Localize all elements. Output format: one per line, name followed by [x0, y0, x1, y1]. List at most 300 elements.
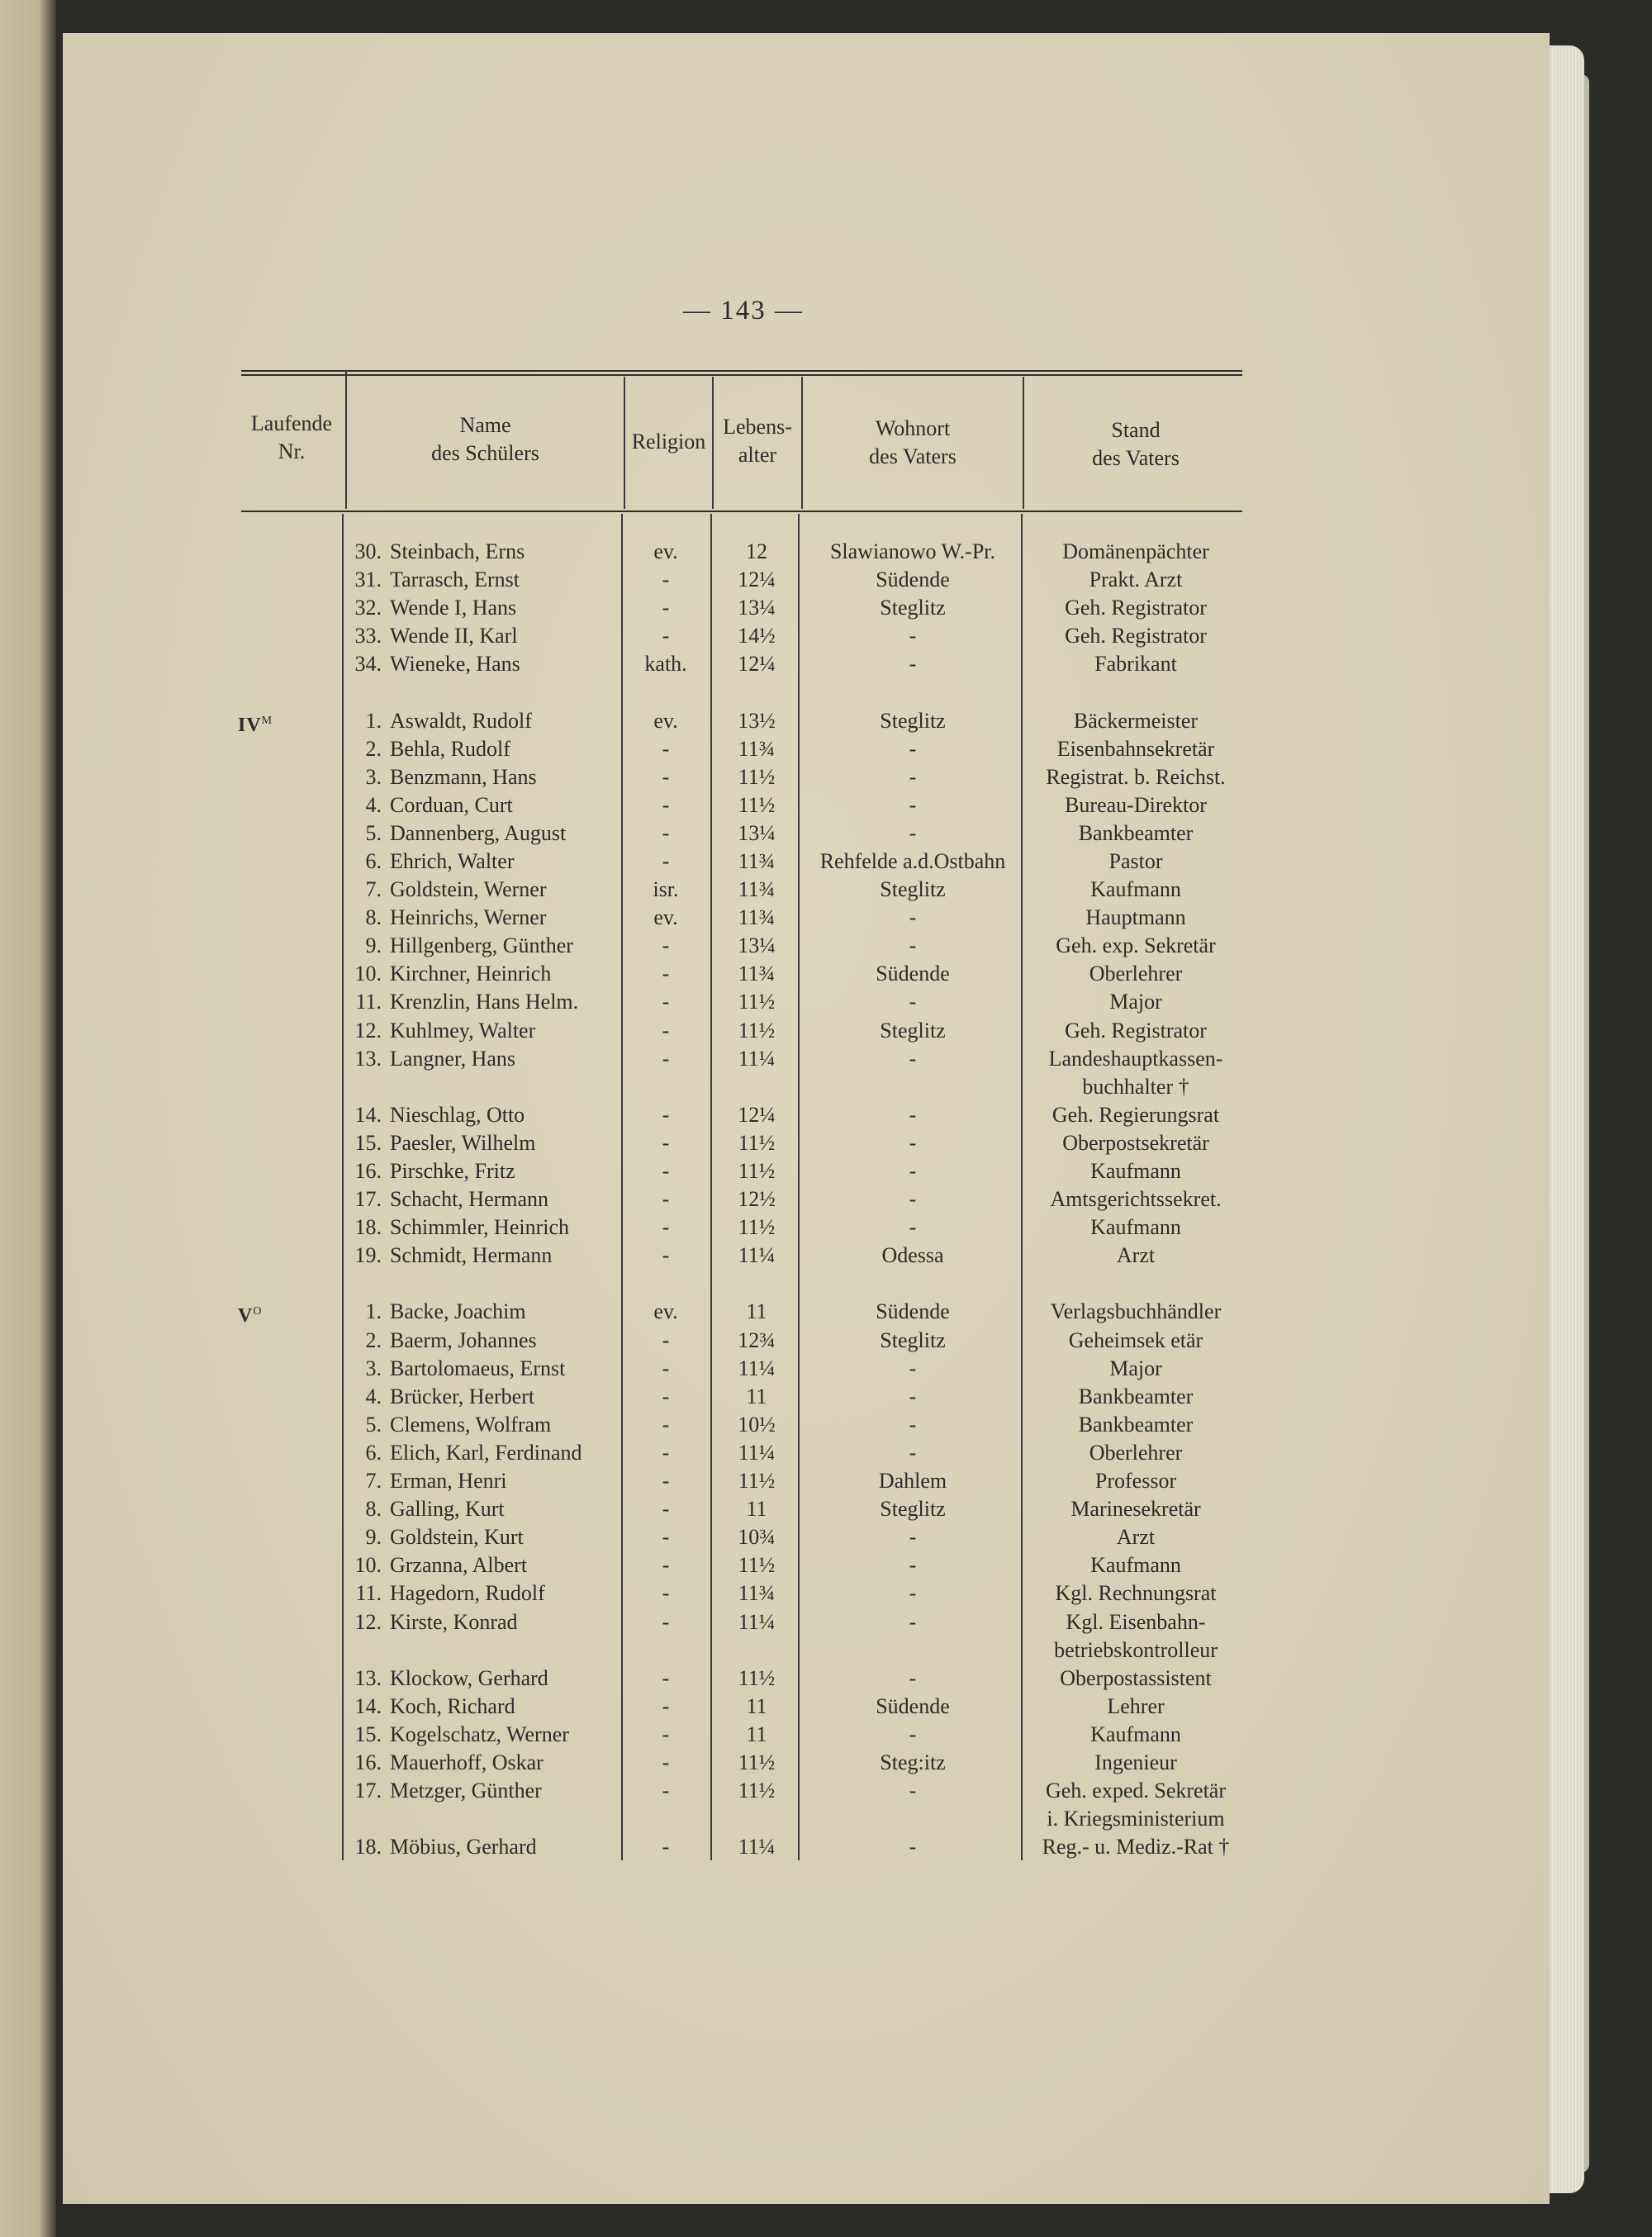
table-row: [0, 1355, 1652, 1383]
table-row: [0, 1749, 1652, 1777]
table-row: [0, 1665, 1652, 1693]
student-name: Goldstein, Kurt: [390, 1525, 524, 1549]
age-cell: 11¼: [738, 1835, 776, 1859]
student-name: Aswaldt, Rudolf: [390, 709, 532, 733]
age-cell: 11: [746, 1384, 767, 1408]
religion-cell: -: [662, 821, 670, 845]
student-name: Steinbach, Erns: [390, 539, 525, 563]
age-cell: 11¾: [738, 737, 776, 761]
student-name: Schmidt, Hermann: [390, 1243, 553, 1267]
religion-cell: -: [662, 1131, 670, 1155]
header-nr-line2: Nr.: [278, 439, 306, 463]
header-nr: [238, 410, 345, 466]
table-row: [0, 1157, 1652, 1185]
student-name: Paesler, Wilhelm: [390, 1131, 536, 1155]
age-cell: 11: [746, 1497, 767, 1521]
residence-cell: -: [909, 933, 917, 957]
religion-cell: -: [662, 1159, 670, 1183]
age-cell: 11¼: [738, 1610, 776, 1634]
residence-cell: -: [909, 1131, 917, 1155]
header-name-line2: des Schülers: [431, 441, 539, 465]
occupation-cell: Arzt: [1116, 1243, 1156, 1267]
age-cell: 10¾: [738, 1525, 776, 1549]
residence-cell: -: [909, 821, 917, 845]
table-row: [0, 1185, 1652, 1213]
age-cell: 11¾: [738, 849, 776, 873]
age-cell: 11½: [738, 990, 776, 1014]
residence-cell: Südende: [876, 1694, 950, 1718]
table-row: [0, 1579, 1652, 1608]
age-cell: 11¼: [738, 1243, 776, 1267]
table-row: [0, 1608, 1652, 1636]
student-name: Goldstein, Werner: [390, 877, 547, 901]
header-stand-line1: Stand: [1111, 418, 1161, 442]
row-number: 2.: [365, 737, 382, 761]
residence-cell: -: [909, 1413, 917, 1437]
religion-cell: -: [662, 1384, 670, 1408]
header-name-line1: Name: [459, 413, 511, 437]
age-cell: 13½: [738, 709, 776, 733]
occupation-cell: Geheimsek etär: [1068, 1328, 1203, 1352]
age-cell: 10½: [738, 1413, 776, 1437]
religion-cell: -: [662, 1243, 670, 1267]
student-name: Kuhlmey, Walter: [390, 1019, 536, 1043]
religion-cell: -: [662, 1525, 670, 1549]
religion-cell: ev.: [653, 1299, 678, 1323]
residence-cell: -: [909, 1215, 917, 1239]
age-cell: 11½: [738, 793, 776, 817]
religion-cell: -: [662, 1356, 670, 1380]
age-cell: 11½: [738, 765, 776, 789]
occupation-cell: Bankbeamter: [1078, 821, 1194, 845]
table-row: [0, 1073, 1652, 1101]
row-number: 13.: [354, 1666, 382, 1690]
student-name: Backe, Joachim: [390, 1299, 526, 1323]
religion-cell: -: [662, 849, 670, 873]
student-name: Behla, Rudolf: [390, 737, 510, 761]
table-row: [0, 988, 1652, 1016]
age-cell: 11¾: [738, 1581, 776, 1605]
residence-cell: Steglitz: [880, 1328, 946, 1352]
student-name: Bartolomaeus, Ernst: [390, 1356, 566, 1380]
row-number: 4.: [365, 1384, 382, 1408]
residence-cell: Steglitz: [880, 709, 946, 733]
age-cell: 11½: [738, 1215, 776, 1239]
religion-cell: -: [662, 568, 670, 591]
header-wohnort-line1: Wohnort: [875, 416, 951, 440]
occupation-cell: Oberlehrer: [1089, 1441, 1183, 1465]
religion-cell: -: [662, 737, 670, 761]
student-name: Möbius, Gerhard: [390, 1835, 537, 1859]
age-cell: 12¼: [738, 568, 776, 591]
age-cell: 11¾: [738, 877, 776, 901]
student-name: Galling, Kurt: [390, 1497, 505, 1521]
row-number: 3.: [365, 765, 382, 789]
table-row: [0, 1017, 1652, 1045]
table-row: [0, 1721, 1652, 1749]
table-row: [0, 1833, 1652, 1861]
residence-cell: -: [909, 1103, 917, 1127]
table-row: [0, 1327, 1652, 1355]
religion-cell: -: [662, 1019, 670, 1043]
residence-cell: Steglitz: [880, 1019, 946, 1043]
table-row: [0, 1523, 1652, 1551]
row-number: 19.: [354, 1243, 382, 1267]
occupation-cell: Bäckermeister: [1073, 709, 1199, 733]
occupation-cell: Fabrikant: [1094, 652, 1177, 676]
row-number: 11.: [355, 990, 382, 1014]
row-number: 10.: [354, 1553, 382, 1577]
table-row: [0, 960, 1652, 988]
table-row: [0, 1551, 1652, 1579]
age-cell: 11½: [738, 1469, 776, 1493]
religion-cell: -: [662, 962, 670, 986]
table-row: [0, 876, 1652, 904]
residence-cell: Rehfelde a.d.Ostbahn: [819, 849, 1006, 873]
class-section-label: $V^O$: [238, 1305, 263, 1327]
residence-cell: Steglitz: [880, 596, 946, 620]
age-cell: 11¼: [738, 1047, 776, 1071]
occupation-cell: Oberpostassistent: [1060, 1666, 1212, 1690]
class-section-label: $IV^M$: [238, 715, 273, 736]
residence-cell: -: [909, 624, 917, 648]
header-age-line2: alter: [738, 443, 777, 467]
student-name: Dannenberg, August: [390, 821, 567, 845]
religion-cell: -: [662, 596, 670, 620]
row-number: 2.: [365, 1328, 382, 1352]
row-number: 9.: [365, 1525, 382, 1549]
age-cell: 13¼: [738, 596, 776, 620]
student-name: Pirschke, Fritz: [390, 1159, 515, 1183]
religion-cell: isr.: [653, 877, 679, 901]
row-number: 6.: [365, 1441, 382, 1465]
row-number: 3.: [365, 1356, 382, 1380]
class-section-suffix: O: [253, 1305, 263, 1318]
residence-cell: -: [909, 1159, 917, 1183]
residence-cell: -: [909, 1187, 917, 1211]
row-number: 17.: [354, 1779, 382, 1802]
residence-cell: -: [909, 1441, 917, 1465]
religion-cell: -: [662, 1610, 670, 1634]
table-row: [0, 707, 1652, 735]
table-row: [0, 1777, 1652, 1805]
row-number: 10.: [354, 962, 382, 986]
occupation-cell: Prakt. Arzt: [1089, 568, 1183, 591]
age-cell: 12¼: [738, 1103, 776, 1127]
religion-cell: ev.: [653, 709, 678, 733]
row-number: 6.: [365, 849, 382, 873]
row-number: 9.: [365, 933, 382, 957]
residence-cell: -: [909, 1610, 917, 1634]
row-number: 31.: [354, 568, 382, 591]
student-name: Erman, Henri: [390, 1469, 507, 1493]
row-number: 15.: [354, 1722, 382, 1746]
table-row: [0, 1693, 1652, 1721]
age-cell: 11¾: [738, 905, 776, 929]
religion-cell: -: [662, 990, 670, 1014]
student-name: Elich, Karl, Ferdinand: [390, 1441, 582, 1465]
residence-cell: Steg:itz: [880, 1750, 946, 1774]
header-bottom-rule: [241, 511, 1242, 512]
table-row: [0, 1383, 1652, 1411]
header-stand: [1024, 416, 1247, 473]
student-name: Tarrasch, Ernst: [390, 568, 520, 591]
table-row: [0, 848, 1652, 876]
student-name: Heinrichs, Werner: [390, 905, 547, 929]
row-number: 12.: [354, 1019, 382, 1043]
student-name: Kogelschatz, Werner: [390, 1722, 569, 1746]
row-number: 32.: [354, 596, 382, 620]
religion-cell: -: [662, 1694, 670, 1718]
student-name: Hillgenberg, Günther: [390, 933, 573, 957]
row-number: 15.: [354, 1131, 382, 1155]
age-cell: 11¾: [738, 962, 776, 986]
student-name: Mauerhoff, Oskar: [390, 1750, 544, 1774]
row-number: 8.: [365, 905, 382, 929]
student-name: Baerm, Johannes: [390, 1328, 537, 1352]
age-cell: 11¼: [738, 1356, 776, 1380]
occupation-cell: Kaufmann: [1090, 1722, 1181, 1746]
row-number: 13.: [354, 1047, 382, 1071]
residence-cell: -: [909, 1581, 917, 1605]
religion-cell: -: [662, 1835, 670, 1859]
row-number: 33.: [354, 624, 382, 648]
table-row: [0, 538, 1652, 566]
religion-cell: -: [662, 1103, 670, 1127]
table-row: [0, 622, 1652, 650]
student-name: Corduan, Curt: [390, 793, 513, 817]
occupation-cell: Major: [1109, 990, 1162, 1014]
age-cell: 14½: [738, 624, 776, 648]
table-row: [0, 1101, 1652, 1129]
occupation-cell: Verlagsbuchhändler: [1050, 1299, 1222, 1323]
student-name: Langner, Hans: [390, 1047, 516, 1071]
religion-cell: -: [662, 1187, 670, 1211]
religion-cell: ev.: [653, 539, 678, 563]
row-number: 34.: [354, 652, 382, 676]
age-cell: 11½: [738, 1159, 776, 1183]
row-number: 30.: [354, 539, 382, 563]
occupation-cell: Kgl. Eisenbahn-: [1066, 1610, 1206, 1634]
student-name: Kirchner, Heinrich: [390, 962, 552, 986]
occupation-cell: Geh. Registrator: [1065, 596, 1207, 620]
religion-cell: kath.: [644, 652, 687, 676]
religion-cell: -: [662, 1553, 670, 1577]
occupation-cell: Eisenbahnsekretär: [1056, 737, 1215, 761]
student-name: Ehrich, Walter: [390, 849, 515, 873]
row-number: 14.: [354, 1103, 382, 1127]
student-name: Wende I, Hans: [390, 596, 517, 620]
occupation-cell: Kaufmann: [1090, 1553, 1181, 1577]
occupation-cell: Landeshauptkassen-: [1048, 1047, 1223, 1071]
occupation-cell: Geh. Registrator: [1065, 1019, 1207, 1043]
religion-cell: -: [662, 933, 670, 957]
student-name: Hagedorn, Rudolf: [390, 1581, 545, 1605]
row-number: 8.: [365, 1497, 382, 1521]
table-top-rule-2: [241, 374, 1242, 376]
table-row: [0, 819, 1652, 848]
age-cell: 13¼: [738, 821, 776, 845]
occupation-cell: Lehrer: [1107, 1694, 1165, 1718]
student-name: Kirste, Konrad: [390, 1610, 518, 1634]
occupation-cell: Kgl. Rechnungsrat: [1055, 1581, 1217, 1605]
table-row: [0, 932, 1652, 960]
row-number: 16.: [354, 1750, 382, 1774]
occupation-cell: Geh. exped. Sekretär: [1045, 1779, 1227, 1802]
religion-cell: -: [662, 1413, 670, 1437]
age-cell: 11½: [738, 1019, 776, 1043]
table-top-rule: [241, 370, 1242, 372]
occupation-cell: Kaufmann: [1090, 1215, 1181, 1239]
age-cell: 11: [746, 1694, 767, 1718]
table-row: [0, 1636, 1652, 1665]
religion-cell: -: [662, 1497, 670, 1521]
residence-cell: -: [909, 1047, 917, 1071]
occupation-cell: Professor: [1094, 1469, 1177, 1493]
residence-cell: -: [909, 990, 917, 1014]
age-cell: 11¼: [738, 1441, 776, 1465]
table-row: [0, 1129, 1652, 1157]
residence-cell: -: [909, 1525, 917, 1549]
age-cell: 11½: [738, 1750, 776, 1774]
occupation-cell: Marinesekretär: [1070, 1497, 1201, 1521]
occupation-cell: Pastor: [1108, 849, 1163, 873]
student-name: Brücker, Herbert: [390, 1384, 535, 1408]
occupation-cell: Registrat. b. Reichst.: [1046, 765, 1226, 789]
age-cell: 11½: [738, 1779, 776, 1802]
occupation-cell: Arzt: [1116, 1525, 1156, 1549]
occupation-cell: Reg.- u. Mediz.-Rat †: [1042, 1835, 1230, 1859]
residence-cell: -: [909, 737, 917, 761]
residence-cell: Steglitz: [880, 877, 946, 901]
residence-cell: Südende: [876, 962, 950, 986]
occupation-cell: Oberpostsekretär: [1062, 1131, 1209, 1155]
row-number: 18.: [354, 1835, 382, 1859]
table-row: [0, 1213, 1652, 1242]
class-section-suffix: M: [261, 715, 273, 727]
row-number: 1.: [365, 709, 382, 733]
occupation-cell: buchhalter †: [1082, 1075, 1189, 1099]
student-name: Schacht, Hermann: [390, 1187, 549, 1211]
age-cell: 11½: [738, 1666, 776, 1690]
row-number: 17.: [354, 1187, 382, 1211]
religion-cell: -: [662, 1047, 670, 1071]
age-cell: 11: [746, 1722, 767, 1746]
residence-cell: -: [909, 765, 917, 789]
table-row: [0, 1439, 1652, 1467]
student-name: Grzanna, Albert: [390, 1553, 528, 1577]
table-row: [0, 594, 1652, 622]
religion-cell: -: [662, 1666, 670, 1690]
student-name: Benzmann, Hans: [390, 765, 537, 789]
header-wohnort: [803, 415, 1023, 471]
age-cell: 13¼: [738, 933, 776, 957]
occupation-cell: Hauptmann: [1085, 905, 1186, 929]
row-number: 11.: [355, 1581, 382, 1605]
residence-cell: Südende: [876, 568, 950, 591]
table-row: [0, 1242, 1652, 1270]
residence-cell: -: [909, 1384, 917, 1408]
header-stand-line2: des Vaters: [1092, 446, 1180, 470]
residence-cell: -: [909, 905, 917, 929]
header-age: [714, 413, 801, 469]
occupation-cell: Oberlehrer: [1089, 962, 1183, 986]
residence-cell: -: [909, 652, 917, 676]
age-cell: 11: [746, 1299, 767, 1323]
occupation-cell: Domänenpächter: [1062, 539, 1209, 563]
age-cell: 11½: [738, 1553, 776, 1577]
occupation-cell: Kaufmann: [1090, 1159, 1181, 1183]
religion-cell: -: [662, 1581, 670, 1605]
student-name: Nieschlag, Otto: [390, 1103, 525, 1127]
header-wohnort-line2: des Vaters: [869, 444, 957, 468]
row-number: 5.: [365, 821, 382, 845]
table-row: [0, 566, 1652, 594]
residence-cell: -: [909, 1356, 917, 1380]
religion-cell: -: [662, 1750, 670, 1774]
student-name: Krenzlin, Hans Helm.: [390, 990, 579, 1014]
row-number: 1.: [365, 1299, 382, 1323]
student-name: Wende II, Karl: [390, 624, 518, 648]
residence-cell: -: [909, 1835, 917, 1859]
occupation-cell: Amtsgerichtssekret.: [1050, 1187, 1222, 1211]
row-number: 18.: [354, 1215, 382, 1239]
table-row: [0, 650, 1652, 678]
residence-cell: -: [909, 1553, 917, 1577]
student-name: Koch, Richard: [390, 1694, 515, 1718]
table-row: [0, 1495, 1652, 1523]
row-number: 7.: [365, 1469, 382, 1493]
age-cell: 12: [746, 539, 767, 563]
occupation-cell: Major: [1109, 1356, 1162, 1380]
student-name: Wieneke, Hans: [390, 652, 520, 676]
table-row: [0, 735, 1652, 763]
religion-cell: ev.: [653, 905, 678, 929]
header-age-line1: Lebens-: [723, 415, 792, 439]
religion-cell: -: [662, 624, 670, 648]
row-number: 7.: [365, 877, 382, 901]
residence-cell: -: [909, 1779, 917, 1802]
occupation-cell: Bankbeamter: [1078, 1413, 1194, 1437]
occupation-cell: Geh. exp. Sekretär: [1056, 933, 1216, 957]
student-name: Metzger, Günther: [390, 1779, 542, 1802]
religion-cell: -: [662, 1328, 670, 1352]
residence-cell: -: [909, 793, 917, 817]
row-number: 12.: [354, 1610, 382, 1634]
occupation-cell: Geh. Registrator: [1065, 624, 1207, 648]
row-number: 14.: [354, 1694, 382, 1718]
table-row: [0, 1411, 1652, 1439]
religion-cell: -: [662, 1469, 670, 1493]
age-cell: 12¾: [738, 1328, 776, 1352]
occupation-cell: i. Kriegsministerium: [1047, 1807, 1225, 1831]
residence-cell: Odessa: [881, 1243, 944, 1267]
religion-cell: -: [662, 793, 670, 817]
religion-cell: -: [662, 1215, 670, 1239]
occupation-cell: Bankbeamter: [1078, 1384, 1194, 1408]
page-number: — 143 —: [683, 296, 804, 325]
occupation-cell: Kaufmann: [1090, 877, 1181, 901]
residence-cell: -: [909, 1722, 917, 1746]
row-number: 4.: [365, 793, 382, 817]
religion-cell: -: [662, 765, 670, 789]
table-row: [0, 1805, 1652, 1833]
student-name: Clemens, Wolfram: [390, 1413, 552, 1437]
occupation-cell: betriebskontrolleur: [1054, 1638, 1218, 1662]
table-row: [0, 1298, 1652, 1326]
age-cell: 12¼: [738, 652, 776, 676]
row-number: 5.: [365, 1413, 382, 1437]
